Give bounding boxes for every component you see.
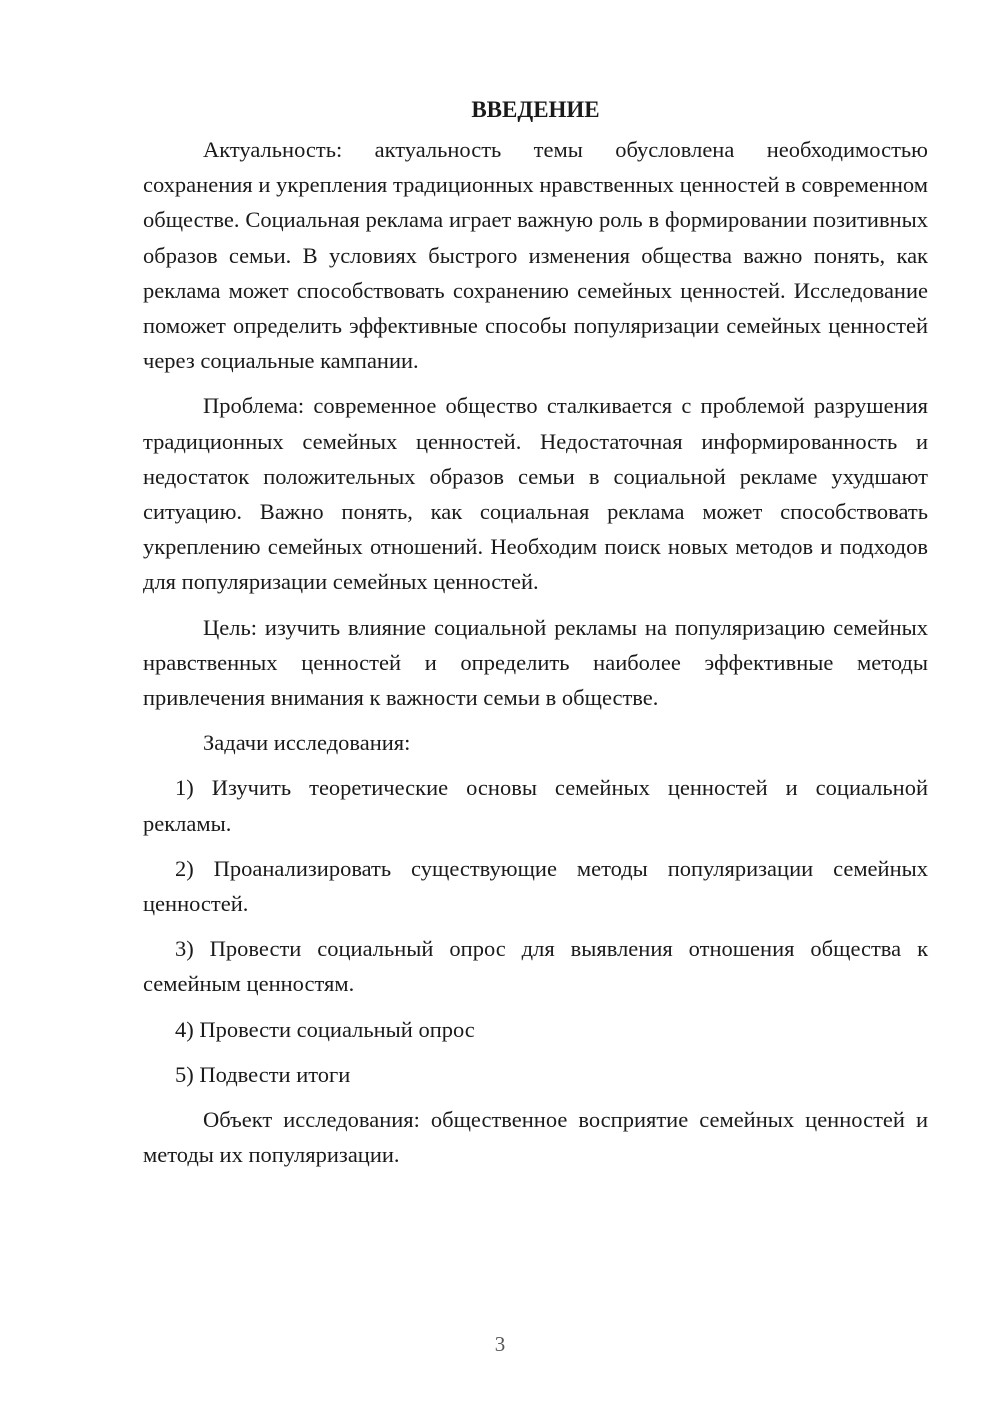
page-number: 3: [494, 1332, 506, 1356]
task-item-3: 3) Провести социальный опрос для выявления отношения общества к семейным ценностям.: [143, 936, 928, 997]
task-item-1: 1) Изучить теоретические основы семейных ценностей и социальной рекламы.: [143, 775, 928, 836]
object-paragraph: Объект исследования: общественное восприятие семейных ценностей и методы их популяризации.: [143, 1107, 928, 1168]
task-item-4: 4) Провести социальный опрос: [175, 1016, 475, 1042]
relevance-paragraph: Актуальность: актуальность темы обусловлена необходимостью сохранения и укрепления традиционных нравственных ценностей в современном обществе. Социальная реклама играет важную роль в формировании позитивных образов семьи. В условиях быстрого изменения общества важно понять, как реклама может способствовать сохранению семейных ценностей. Исследование поможет определить эффективные способы популяризации семейных ценностей через социальные кампании.: [143, 137, 928, 374]
document-page: [143, 92, 928, 1182]
tasks-heading: Задачи исследования:: [203, 730, 411, 756]
problem-paragraph: Проблема: современное общество сталкивается с проблемой разрушения традиционных семейных ценностей. Недостаточная информированность и недостаток положительных образов семьи в социальной рекламе ухудшают ситуацию. Важно понять, как социальная реклама может способствовать укреплению семейных отношений. Необходим поиск новых методов и подходов для популяризации семейных ценностей.: [143, 393, 928, 595]
section-heading: ВВЕДЕНИЕ: [471, 97, 600, 122]
task-item-5: 5) Подвести итоги: [175, 1061, 351, 1087]
task-item-2: 2) Проанализировать существующие методы популяризации семейных ценностей.: [143, 855, 928, 917]
goal-paragraph: Цель: изучить влияние социальной рекламы на популяризацию семейных нравственных ценностей и определить наиболее эффективные методы привлечения внимания к важности семьи в обществе.: [143, 614, 928, 711]
